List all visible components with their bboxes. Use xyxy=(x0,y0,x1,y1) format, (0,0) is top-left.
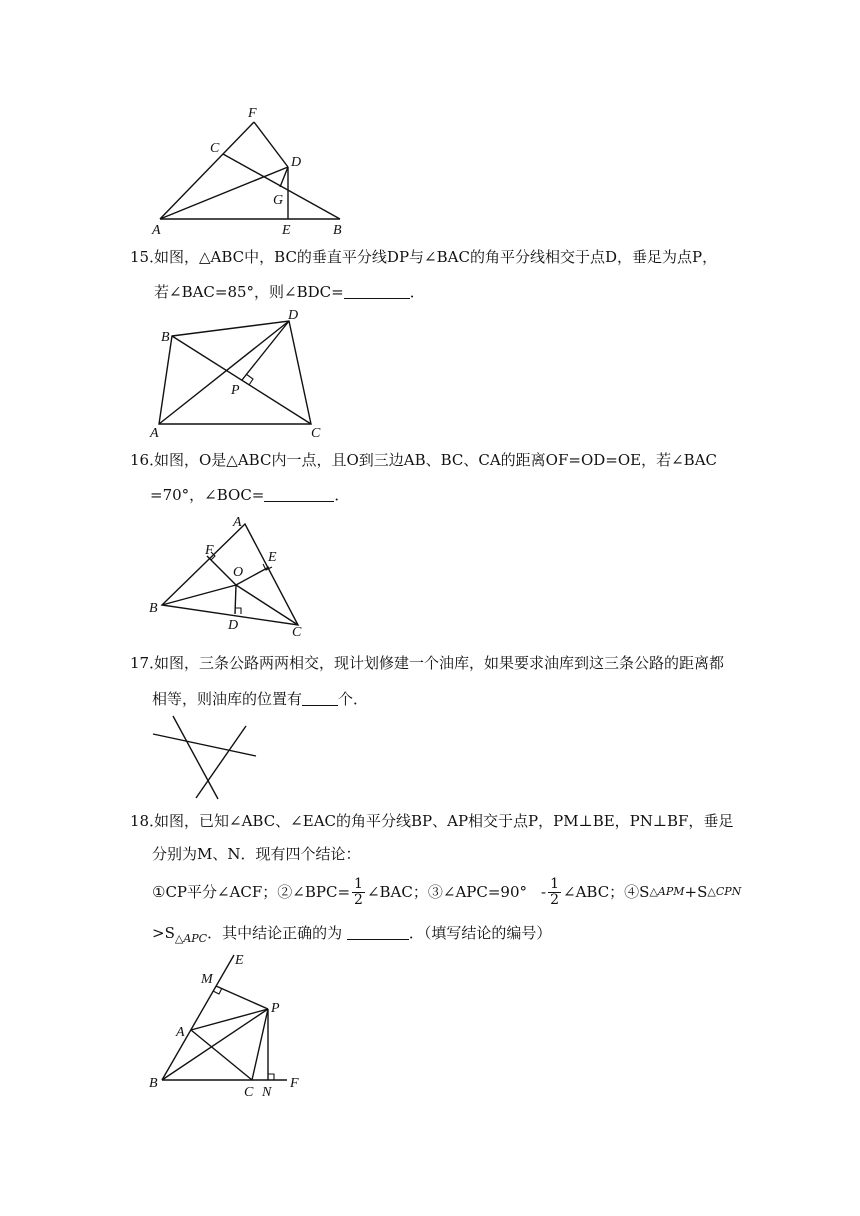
fig15-label-A: A xyxy=(150,426,159,441)
q17-number: 17． xyxy=(130,654,165,672)
fig16-label-O: O xyxy=(233,565,244,580)
fig16-label-E: E xyxy=(268,550,277,565)
fig18-label-N: N xyxy=(262,1085,272,1100)
fig16-label-F: F xyxy=(205,543,214,558)
q18-text-2: 分别为M、N．现有四个结论： xyxy=(152,845,361,863)
q15-text-2: 若∠BAC=85°，则∠BDC= xyxy=(154,283,344,301)
fig18-line-BP xyxy=(162,1009,268,1080)
fig15-line-BC xyxy=(172,336,311,424)
figure-q17 xyxy=(145,712,270,807)
q18-answer-blank[interactable] xyxy=(347,923,409,940)
fig18-label-C: C xyxy=(244,1085,254,1100)
fig14-line-AD xyxy=(160,167,288,219)
q18-line1 xyxy=(130,810,750,832)
q17-text-2: 相等，则油库的位置有 xyxy=(152,690,303,708)
fig15-label-P: P xyxy=(231,383,240,398)
fig17-road-1 xyxy=(153,734,256,756)
fig14-label-B: B xyxy=(333,223,342,238)
q16-number: 16． xyxy=(130,451,165,469)
fig18-label-M: M xyxy=(201,972,213,987)
q18-number: 18． xyxy=(130,812,165,830)
fig16-label-B: B xyxy=(149,601,158,616)
q18-line3: ①CP平分∠ACF；②∠BPC= $\frac{1}{2}$ ∠BAC；③∠APC=90° - $\frac{1}{2}$ ∠ABC；④S △APM +S △CPN xyxy=(152,875,742,908)
q18-conclusion-1: ①CP平分∠ACF；②∠BPC= xyxy=(152,883,351,901)
q17-line1 xyxy=(130,652,750,674)
fig16-triangle-ABC xyxy=(162,524,298,625)
q15-answer-blank[interactable] xyxy=(344,282,410,299)
figure-q15 xyxy=(145,305,325,440)
q16-text-1: 如图，O是△ABC内一点，且O到三边AB、BC、CA的距离OF=OD=OE，若∠BAC xyxy=(154,451,718,469)
q15-number: 15． xyxy=(130,248,165,266)
q18-conclusion-2: ∠BAC；③∠APC=90° xyxy=(366,883,527,901)
fig15-label-B: B xyxy=(161,330,170,345)
q16-answer-blank[interactable] xyxy=(264,485,334,502)
fig16-label-D: D xyxy=(228,618,239,633)
fig14-label-D: D xyxy=(291,155,302,170)
q18-fraction-2: $\frac{1}{2}$ xyxy=(550,875,559,908)
fig15-line-DP xyxy=(242,321,289,380)
fig17-road-3 xyxy=(196,726,246,798)
fig18-line-MP xyxy=(216,986,268,1009)
fig15-label-C: C xyxy=(311,426,321,441)
q17-text-1: 如图，三条公路两两相交，现计划修建一个油库，如果要求油库到这三条公路的距离都 xyxy=(154,654,725,672)
q16-line2: =70°，∠BOC= ． xyxy=(150,486,350,504)
fig16-line-OD xyxy=(235,585,236,614)
fig14-line-AF xyxy=(160,122,254,219)
q15-line2: 若∠BAC=85°，则∠BDC= ． xyxy=(154,283,425,301)
q18-text-1: 如图，已知∠ABC、∠EAC的角平分线BP、AP相交于点P，PM⊥BE，PN⊥BF，垂足 xyxy=(154,812,734,830)
fig18-label-F: F xyxy=(290,1076,299,1091)
fig18-label-B: B xyxy=(149,1076,158,1091)
figure-q18 xyxy=(145,950,320,1100)
fig14-label-G: G xyxy=(273,193,284,208)
q16-line1 xyxy=(130,449,750,471)
fig17-road-2 xyxy=(173,716,218,799)
q16-text-2: =70°，∠BOC= xyxy=(150,486,265,504)
fig16-label-A: A xyxy=(233,515,242,530)
fig15-quad-ABDC xyxy=(159,321,311,424)
fig18-right-angle-N xyxy=(268,1074,274,1080)
q18-conclusion-4: ∠ABC；④S xyxy=(563,883,650,901)
fig18-line-CP xyxy=(252,1009,268,1080)
fig14-label-E: E xyxy=(282,223,291,238)
fig18-ray-BE xyxy=(162,955,234,1080)
fig14-label-A: A xyxy=(152,223,161,238)
q18-line4: $>S_{\triangle APC}$．其中结论正确的为 ．（填写结论的编号） xyxy=(152,924,552,945)
q15-line1 xyxy=(130,246,750,268)
fig18-label-E: E xyxy=(235,953,244,968)
fig18-line-AP xyxy=(191,1009,268,1030)
fig14-line-FD xyxy=(254,122,288,167)
fig16-line-CO xyxy=(236,585,298,625)
fig16-right-angle-D xyxy=(235,608,241,614)
fig14-label-C: C xyxy=(210,141,220,156)
q17-line2: 相等，则油库的位置有 个． xyxy=(152,690,369,708)
fig14-label-F: F xyxy=(248,106,257,121)
fig16-label-C: C xyxy=(292,625,302,640)
figure-q16 xyxy=(145,512,320,642)
fig18-label-P: P xyxy=(271,1001,280,1016)
fig15-label-D: D xyxy=(288,308,299,323)
q18-fraction-1: $\frac{1}{2}$ xyxy=(354,875,363,908)
figure-q14 xyxy=(140,105,360,240)
q17-answer-blank[interactable] xyxy=(302,689,338,706)
fig18-label-A: A xyxy=(176,1025,185,1040)
q15-text-1: 如图，△ABC中，BC的垂直平分线DP与∠BAC的角平分线相交于点D，垂足为点P， xyxy=(154,248,718,266)
fig15-line-AD xyxy=(159,321,289,424)
q18-line2 xyxy=(152,843,772,865)
